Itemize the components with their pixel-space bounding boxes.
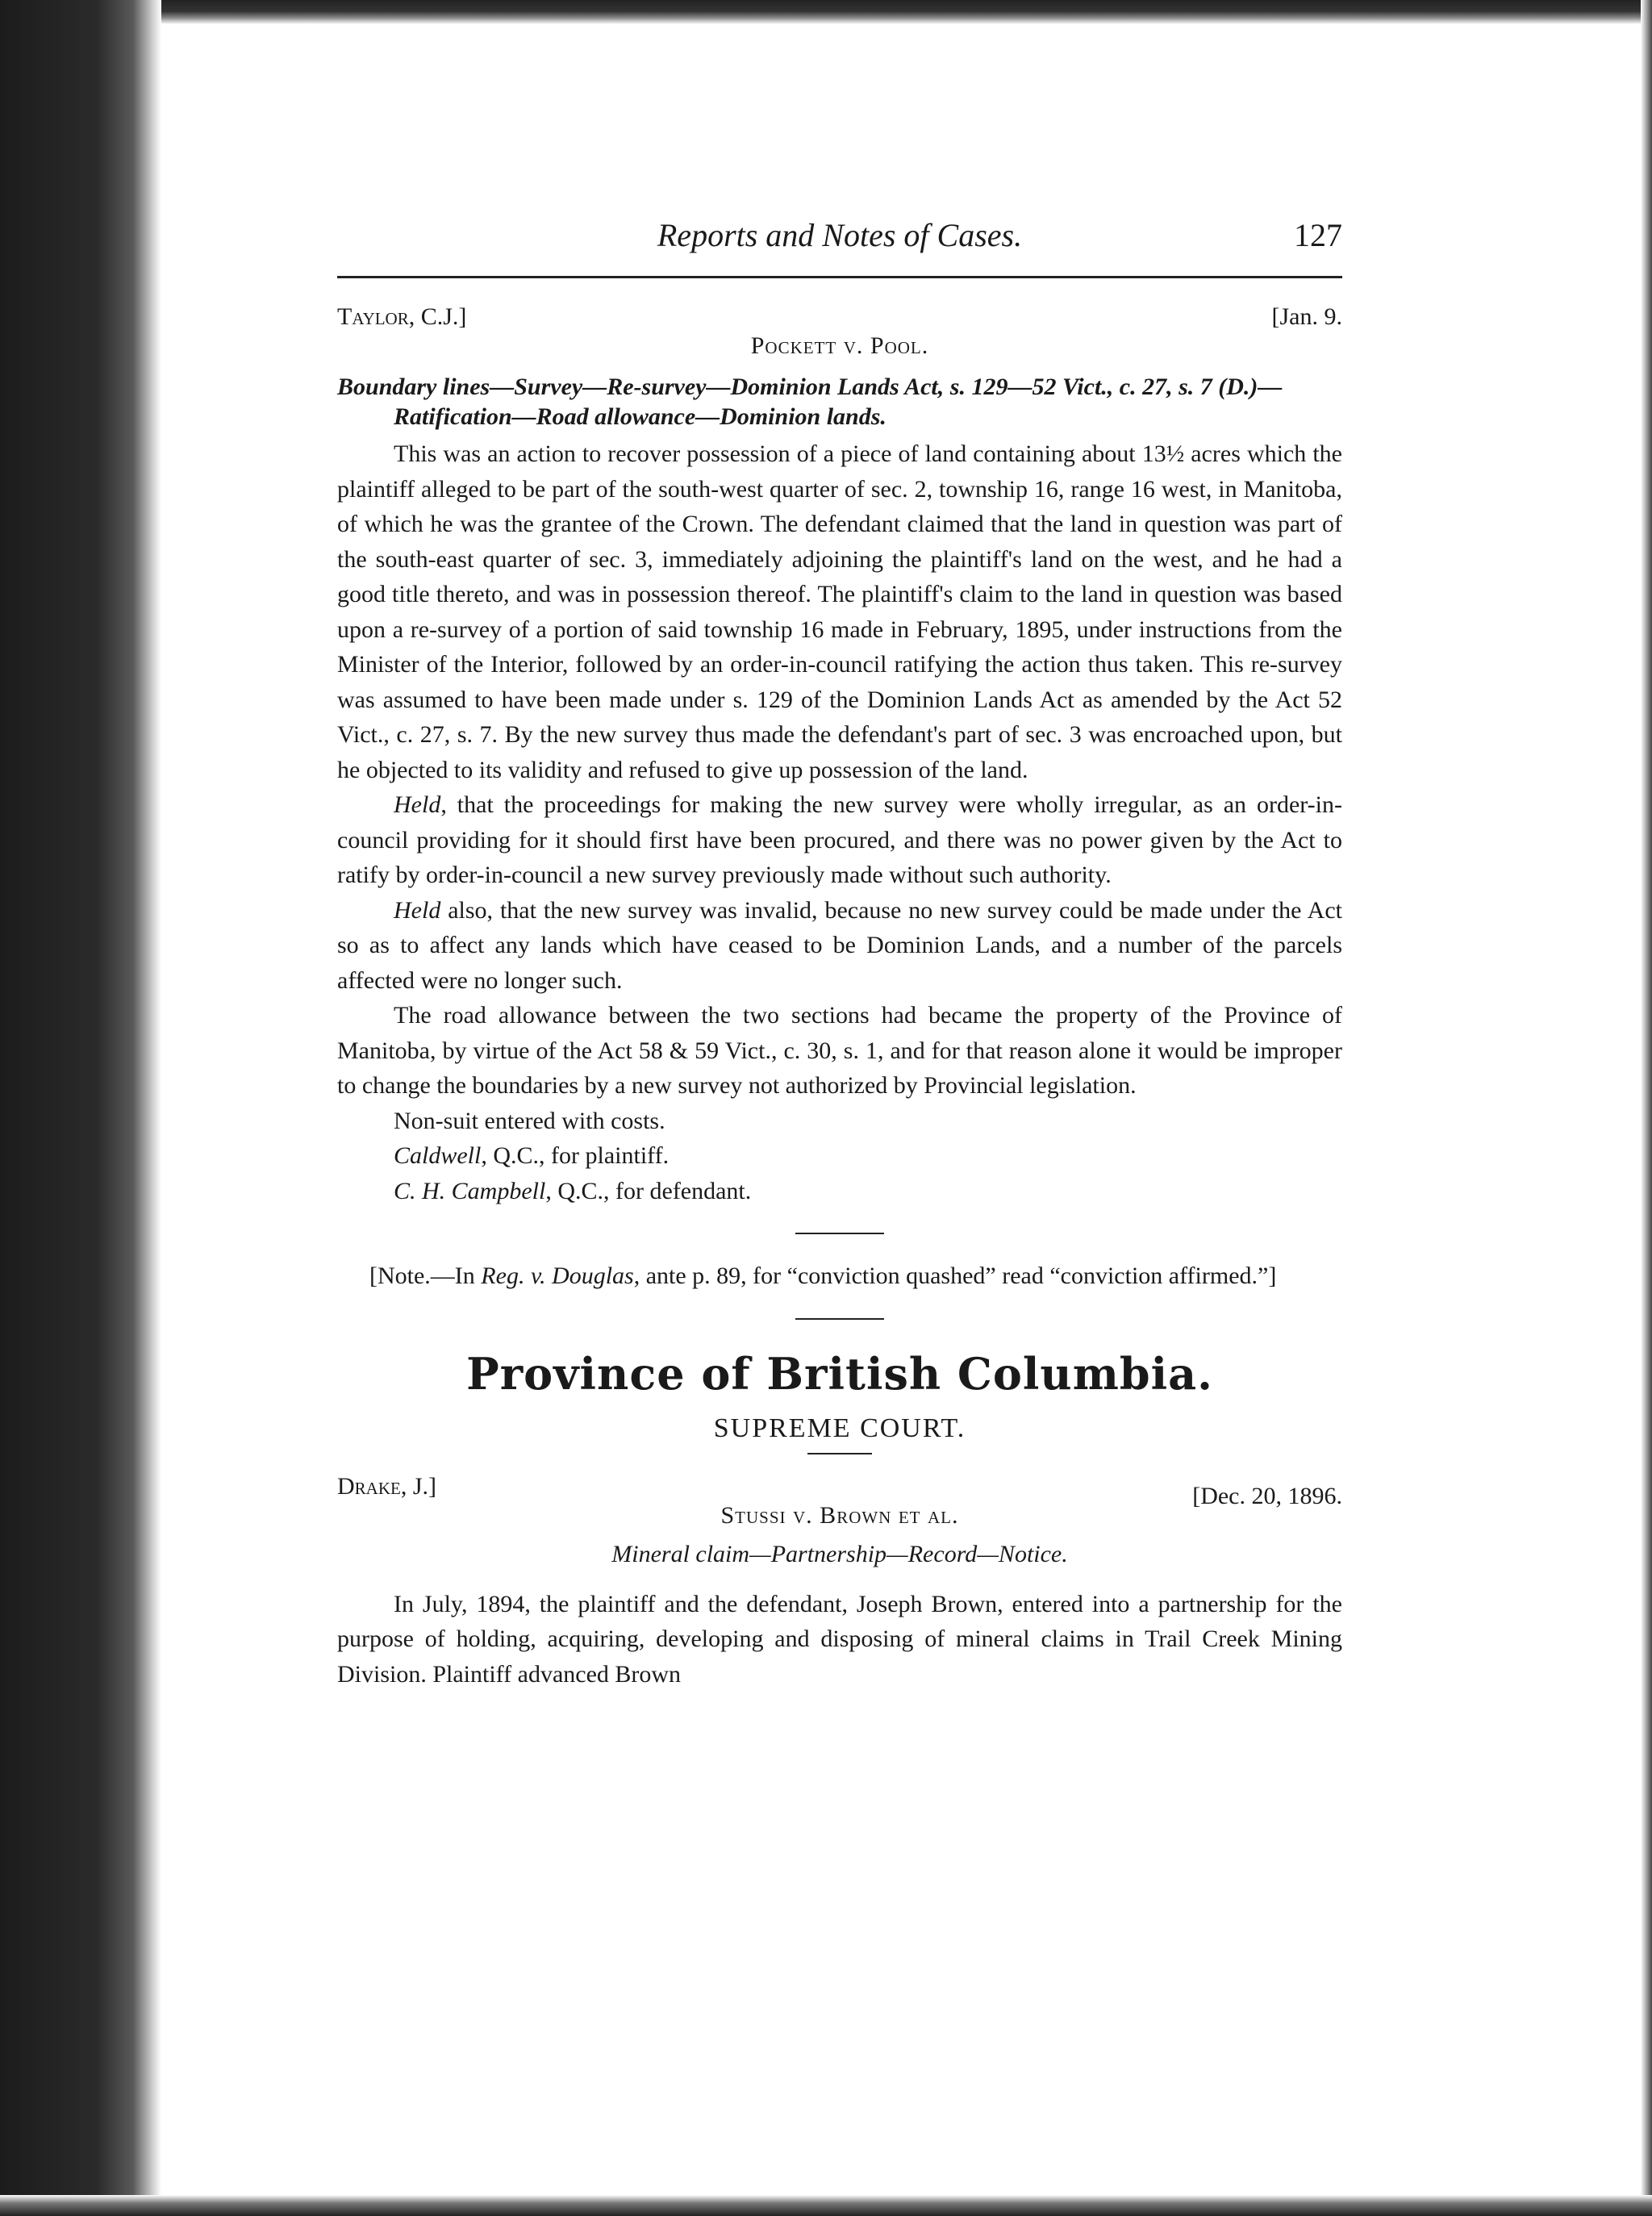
section-divider (795, 1233, 884, 1234)
scan-border-right (1641, 0, 1652, 2216)
case1-result: Non-suit entered with costs. (394, 1107, 665, 1134)
held-text: , that the proceedings for making the new survey were wholly irregular, as an order-in-council providing for it should first have been procured, and there was no power given by the Act to ratify by order-in-council a new survey previously made without such authority. (337, 791, 1342, 888)
scan-border-left (0, 0, 161, 2216)
counsel-name: Caldwell (394, 1142, 482, 1169)
case1-paragraph-road: The road allowance between the two sections had became the property of the Province of Manitoba, by virtue of the Act 58 & 59 Vict., c. 30, s. 1, and for that reason alone it would be improper to change the boundaries by a new survey not authorized by Provincial legislation. (337, 1002, 1342, 1099)
case1-held-1 (337, 787, 1342, 893)
case2-judge: Drake, J.] (337, 1472, 436, 1500)
counsel-role: , Q.C., for plaintiff. (481, 1142, 670, 1169)
case1-date: [Jan. 9. (1271, 303, 1342, 330)
page-number: 127 (1294, 217, 1342, 253)
court-heading: SUPREME COURT. (713, 1413, 966, 1443)
note-prefix: [Note.—In (369, 1262, 482, 1289)
held-text: also, that the new survey was invalid, because no new survey could be made under the Act so as to affect any lands which have ceased to be Dominion Lands, and a number of the parcels affected were no longer such. (337, 896, 1342, 994)
case1-header (337, 299, 1342, 372)
case2-catchwords: Mineral claim—Partnership—Record—Notice. (611, 1540, 1068, 1567)
note-case-name: Reg. v. Douglas (481, 1262, 634, 1289)
counsel-name: C. H. Campbell (394, 1177, 546, 1204)
case1-catchwords: Boundary lines—Survey—Re-survey—Dominion Lands Act, s. 129—52 Vict., c. 27, s. 7 (D.)—Ratification—Road allowance—Dominion lands. (337, 374, 1283, 430)
running-title: Reports and Notes of Cases. (657, 217, 1023, 253)
case2-header (337, 1469, 1342, 1569)
case1-name: Pockett v. Pool. (750, 332, 929, 359)
case1-held-2 (337, 893, 1342, 999)
section-divider (795, 1318, 884, 1320)
case1-paragraph-facts: This was an action to recover possession of a piece of land containing about 13½ acres which the plaintiff alleged to be part of the south-west quarter of sec. 2, township 16, range 16 west, in Manitoba, of which he was the grantee of the Crown. The defendant claimed that the land in question was part of the south-east quarter of sec. 3, immediately adjoining the plaintiff's land on the west, and he had a good title thereto, and was in possession thereof. The plaintiff's claim to the land in question was based upon a re-survey of a portion of said township 16 made in February, 1895, under instructions from the Minister of the Interior, followed by an order-in-council ratifying the action thus taken. This re-survey was assumed to have been made under s. 129 of the Dominion Lands Act as amended by the Act 52 Vict., c. 27, s. 7. By the new survey thus made the defendant's part of sec. 3 was encroached upon, but he objected to its validity and refused to give up possession of the land. (337, 440, 1342, 783)
scan-border-bottom (0, 2195, 1652, 2216)
header-rule (337, 276, 1342, 278)
case1-judge: Taylor, C.J.] (337, 303, 467, 330)
held-label: Held (394, 791, 441, 818)
case2-paragraph: In July, 1894, the plaintiff and the defendant, Joseph Brown, entered into a partnership for the purpose of holding, acquiring, developing and disposing of mineral claims in Trail Creek Mining Division. Plaintiff advanced Brown (337, 1590, 1342, 1688)
case2-date: [Dec. 20, 1896. (1192, 1482, 1342, 1509)
province-heading: Province of British Columbia. (466, 1347, 1213, 1400)
note-text: , ante p. 89, for “conviction quashed” read “conviction affirmed.”] (633, 1262, 1277, 1289)
case1-counsel-plaintiff (337, 1138, 1342, 1174)
erratum-note (337, 1258, 1342, 1294)
case1-counsel-defendant (337, 1174, 1342, 1209)
counsel-role: , Q.C., for defendant. (545, 1177, 752, 1204)
page-body (337, 218, 1342, 1692)
court-divider (807, 1453, 872, 1454)
held-label: Held (394, 896, 441, 924)
scan-border-top (0, 0, 1652, 24)
case2-name: Stussi v. Brown et al. (720, 1501, 959, 1529)
running-head (337, 218, 1342, 268)
